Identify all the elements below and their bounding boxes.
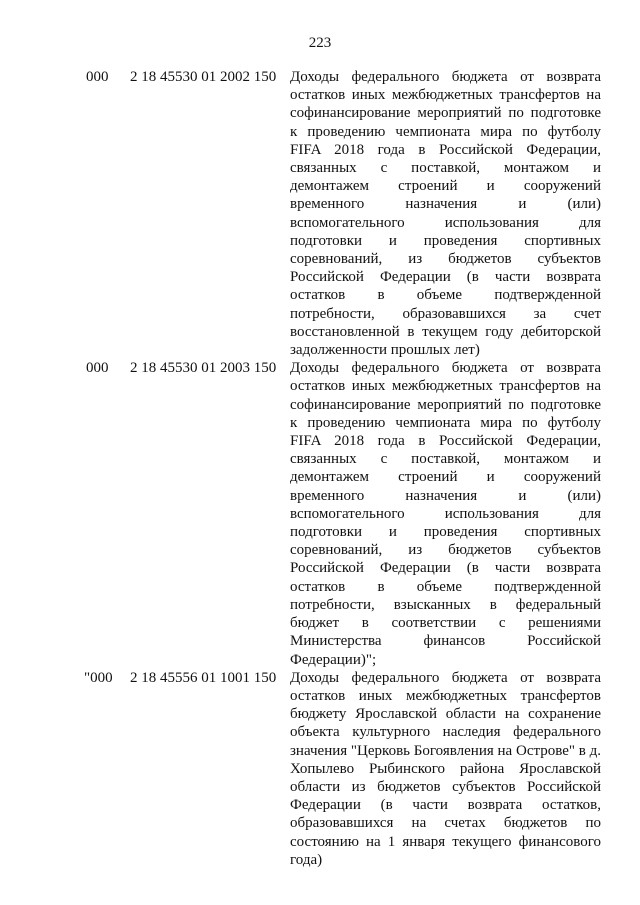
budget-classification-code: 2 18 45556 01 1001 150 [130,669,277,686]
budget-code-row [0,359,640,668]
budget-classification-code: 2 18 45530 01 2002 150 [130,69,277,85]
page-number: 223 [308,35,332,51]
budget-code-row [0,669,640,869]
budget-code-list [0,68,640,869]
budget-classification-code: 2 18 45530 01 2003 150 [130,360,277,377]
budget-code-row [0,68,640,359]
admin-code: 000 [86,360,109,377]
income-description: Доходы федерального бюджета от возврата остатков иных межбюджетных трансфертов на софинансирование мероприятий по подготовке к проведению чемпионата мира по футболу FIFA 2018 года в Российской Федерации, связанных с поставкой, монтажом и демонтажем строений и сооружений временного назначения и (или) вспомогательного использования для подготовки и проведения спортивных соревнований, из бюджетов субъектов Российской Федерации (в части возврата остатков в объеме подтвержденной потребности, образовавшихся за счет восстановленной в текущем году дебиторской задолженности прошлых лет) [290,69,601,359]
income-description: Доходы федерального бюджета от возврата остатков иных межбюджетных трансфертов бюджету Ярославской области на сохранение объекта культурного наследия федерального значения "Церковь Богоявления на Острове" в д. Хопылево Рыбинского района Ярославской области из бюджетов субъектов Российской Федерации (в части возврата остатков, образовавшихся на счетах бюджетов по состоянию на 1 января текущего финансового года) [290,669,601,868]
income-description: Доходы федерального бюджета от возврата остатков иных межбюджетных трансфертов на софинансирование мероприятий по подготовке к проведению чемпионата мира по футболу FIFA 2018 года в Российской Федерации, связанных с поставкой, монтажом и демонтажем строений и сооружений временного назначения и (или) вспомогательного использования для подготовки и проведения спортивных соревнований, из бюджетов субъектов Российской Федерации (в части возврата остатков в объеме подтвержденной потребности, взысканных в федеральный бюджет в соответствии с решениями Министерства финансов Российской Федерации)"; [290,360,601,668]
admin-code: "000 [84,669,113,686]
admin-code: 000 [86,69,109,85]
